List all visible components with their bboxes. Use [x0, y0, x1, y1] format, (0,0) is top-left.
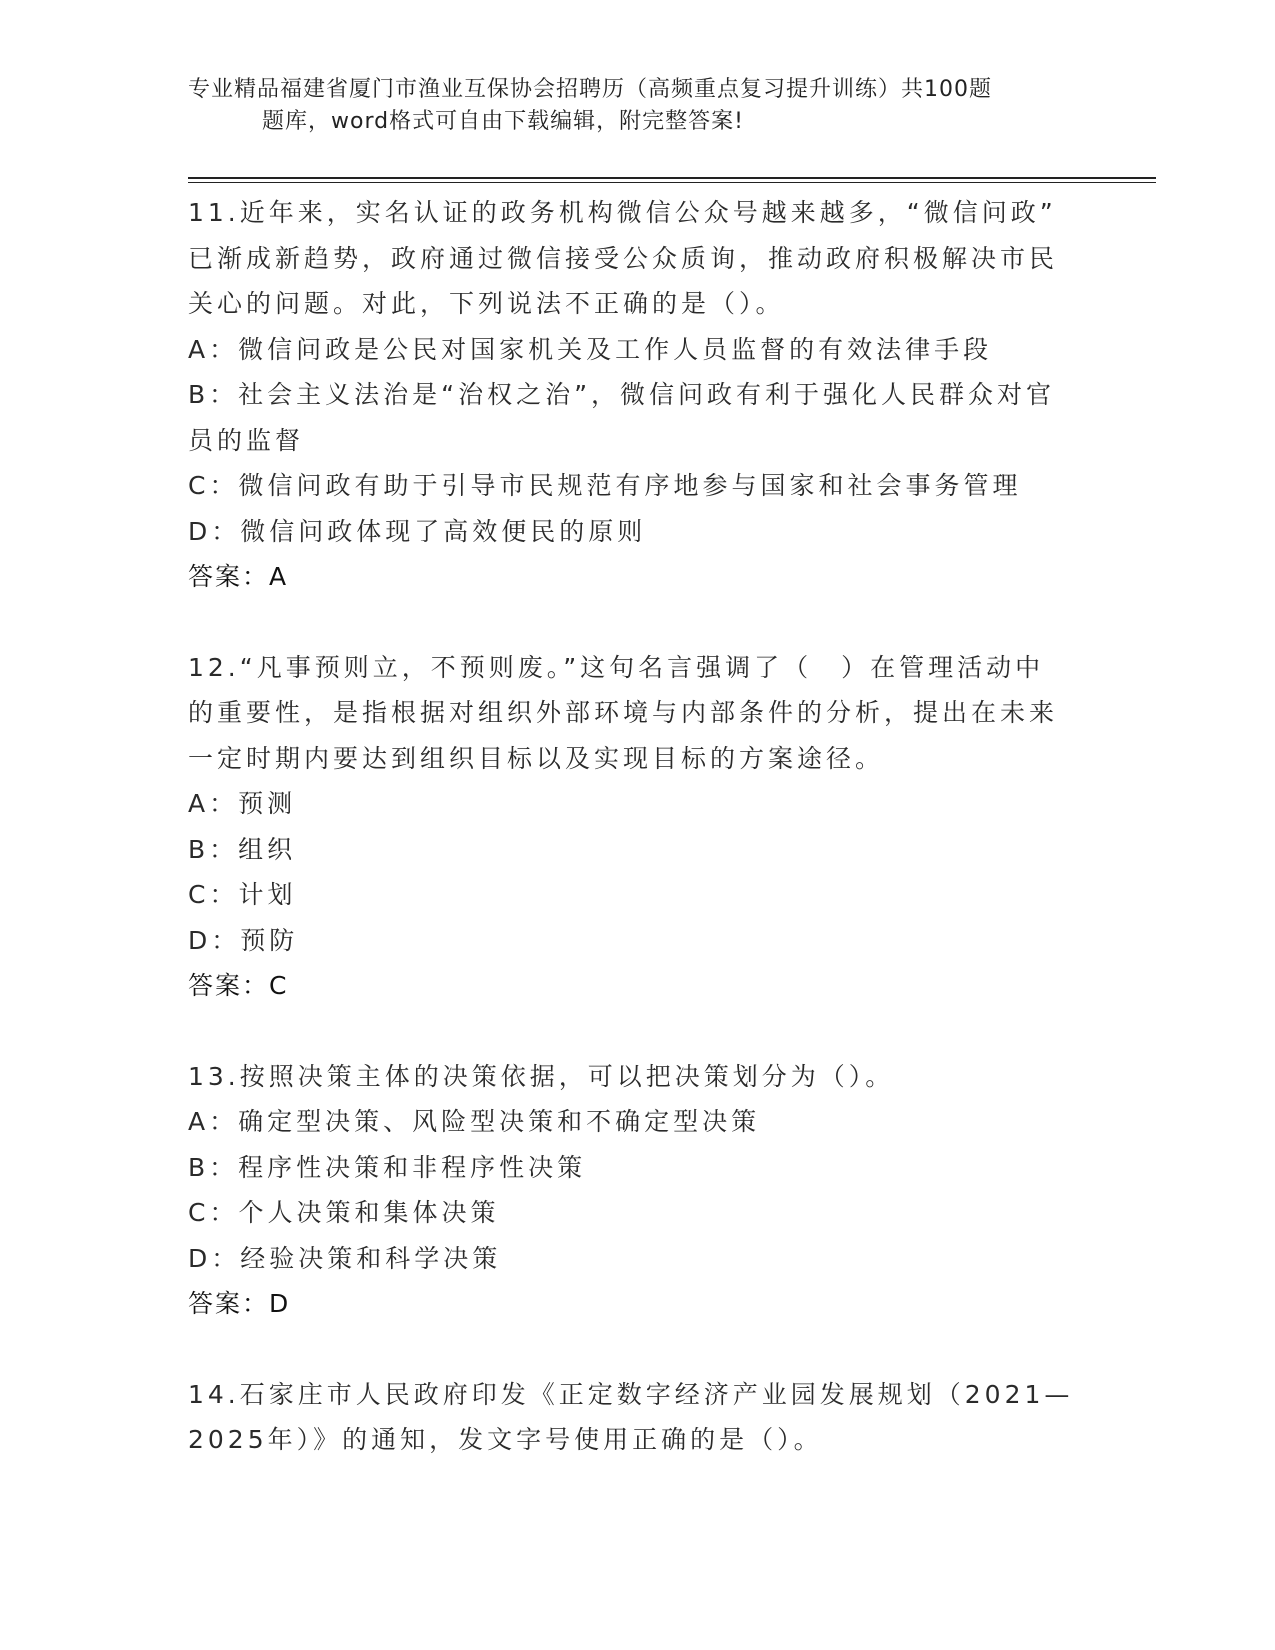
- question-text: 的重要性，是指根据对组织外部环境与内部条件的分析，提出在未来: [188, 698, 1059, 727]
- question-text: 14.石家庄市人民政府印发《正定数字经济产业园发展规划（2021—: [188, 1379, 1074, 1409]
- header-title-line-2: 题库，word格式可自由下载编辑，附完整答案!: [262, 109, 744, 134]
- answer-line: 答案：A: [188, 562, 289, 591]
- question-text: 13.按照决策主体的决策依据，可以把决策划分为（）。: [188, 1061, 895, 1091]
- header-divider-thick: [188, 177, 1156, 179]
- question-spacer: [188, 1009, 1088, 1054]
- question-text: 11.近年来，实名认证的政务机构微信公众号越来越多，“微信问政”: [188, 198, 1057, 227]
- question-text: 一定时期内要达到组织目标以及实现目标的方案途径。: [188, 743, 885, 773]
- option-a: A：预测: [188, 789, 297, 818]
- question-text: 关心的问题。对此，下列说法不正确的是（）。: [188, 289, 785, 318]
- answer-line: 答案：D: [188, 1289, 291, 1318]
- option-a: A：微信问政是公民对国家机关及工作人员监督的有效法律手段: [188, 334, 993, 364]
- option-d: D：经验决策和科学决策: [188, 1243, 502, 1273]
- option-b: B：程序性决策和非程序性决策: [188, 1152, 587, 1182]
- question-13: [188, 1054, 1088, 1327]
- question-text: 2025年）》的通知，发文字号使用正确的是（）。: [188, 1425, 823, 1454]
- option-c: C：计划: [188, 880, 297, 909]
- question-list: [188, 190, 1088, 1463]
- question-11: [188, 190, 1088, 600]
- question-12: [188, 645, 1088, 1009]
- option-b-continued: 员的监督: [188, 425, 305, 455]
- question-spacer: [188, 600, 1088, 645]
- question-spacer: [188, 1327, 1088, 1372]
- answer-line: 答案：C: [188, 971, 289, 1000]
- option-a: A：确定型决策、风险型决策和不确定型决策: [188, 1107, 761, 1136]
- header-title-line-1: 专业精品福建省厦门市渔业互保协会招聘历（高频重点复习提升训练）共100题: [188, 77, 992, 102]
- option-b: B：组织: [188, 834, 297, 864]
- header-divider-thin: [188, 182, 1156, 183]
- question-14: [188, 1372, 1088, 1463]
- option-b: B：社会主义法治是“治权之治”，微信问政有利于强化人民群众对官: [188, 380, 1056, 409]
- document-header: [188, 74, 1068, 138]
- option-c: C：个人决策和集体决策: [188, 1198, 500, 1227]
- option-d: D：微信问政体现了高效便民的原则: [188, 516, 647, 546]
- option-c: C：微信问政有助于引导市民规范有序地参与国家和社会事务管理: [188, 471, 1022, 500]
- option-d: D：预防: [188, 925, 299, 955]
- question-text: 已渐成新趋势，政府通过微信接受公众质询，推动政府积极解决市民: [188, 243, 1059, 273]
- question-text: 12.“凡事预则立，不预则废。”这句名言强调了（ ）在管理活动中: [188, 652, 1045, 682]
